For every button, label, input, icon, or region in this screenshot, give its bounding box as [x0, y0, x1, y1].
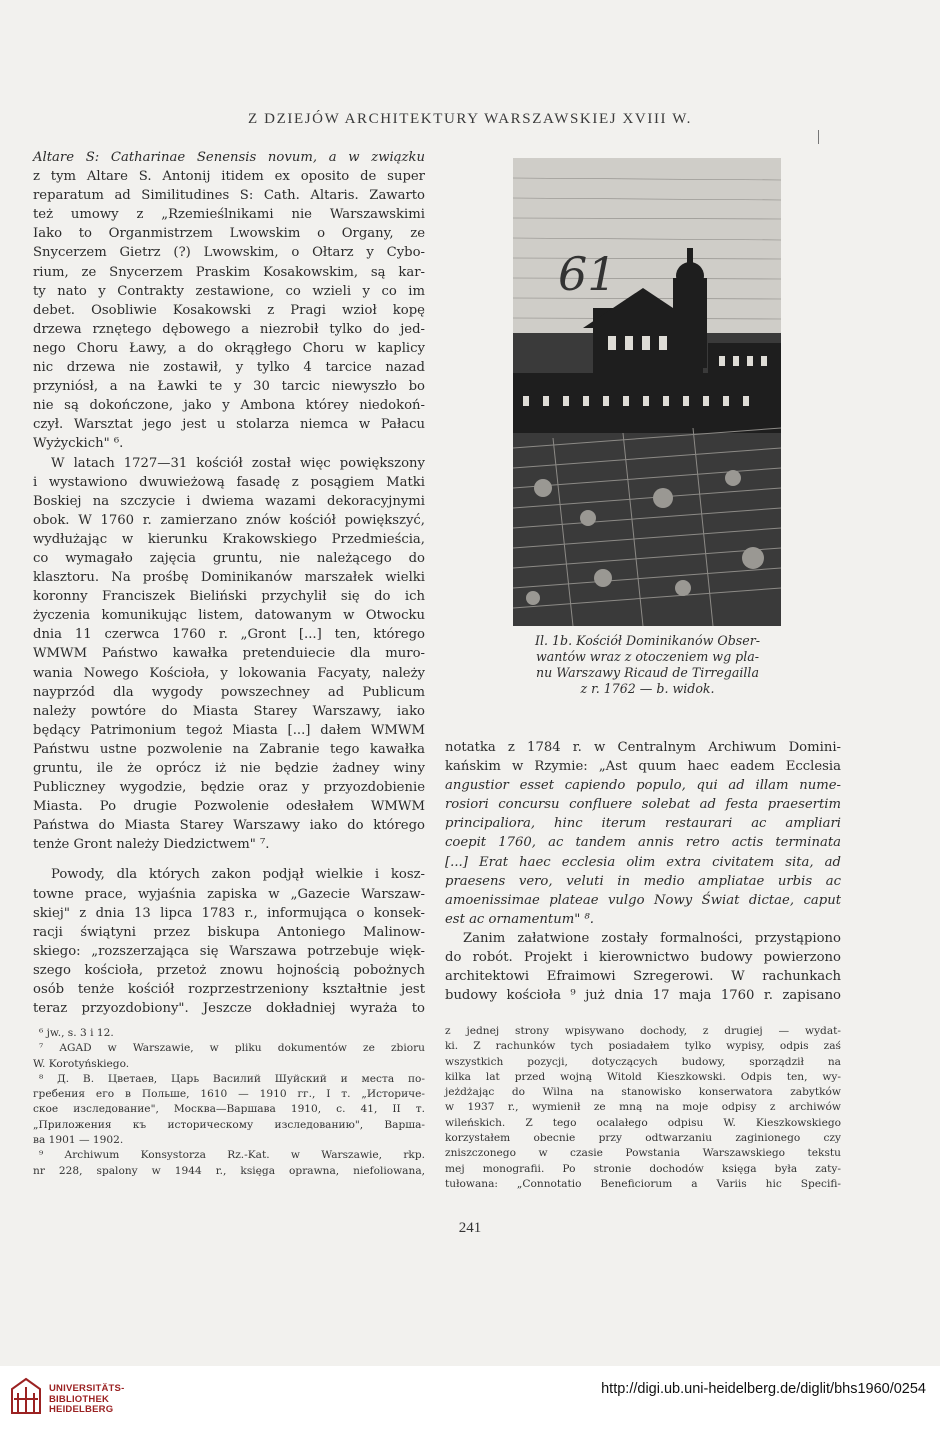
footnote-line: „Приложения къ историческому изследованию", Варша- [33, 1118, 425, 1131]
text-line: ty nato y Contrakty zestawione, co wzieli y co im [33, 283, 425, 299]
text-line: architektowi Efraimowi Szregerowi. W rachunkach [445, 969, 841, 985]
left-text-column [33, 148, 425, 1018]
footnote-line: kilka lat przed wojną Witold Kieszkowski. Odpis ten, wy- [445, 1070, 841, 1083]
text-line: Iako to Organmistrzem Lwowskim o Organy, ze [33, 226, 425, 242]
text-line: Powody, dla których zakon podjął wielkie i kosz- [51, 867, 425, 883]
footnote-line: w 1937 r., wymienił ze mną na moje odpisy z archiwów [445, 1101, 841, 1114]
page-edge-mark [818, 130, 819, 144]
text-line: [...] Erat haec ecclesia olim extra civitatem sita, ad [445, 854, 841, 870]
footnote-line: jeżdżając do Wilna na stanowisko konserwatora zabytków [445, 1086, 841, 1099]
text-line: praesens vero, veluti in medio ampliatae urbis ac [445, 873, 841, 889]
text-line: Zanim załatwione zostały formalności, przystąpiono [463, 930, 841, 946]
text-line: Wyżyckich" ⁶. [33, 436, 124, 452]
library-name [49, 1384, 124, 1416]
text-line: też umowy z „Rzemieślnikami nie Warszawskimi [33, 207, 425, 223]
running-header: Z DZIEJÓW ARCHITEKTURY WARSZAWSKIEJ XVIII W. [248, 111, 692, 127]
text-line: rium, ze Snycerzem Praskim Kosakowskim, są kar- [33, 264, 425, 280]
text-line: dnia 11 czerwca 1760 r. „Gront [...] ten, którego [33, 627, 425, 643]
text-line: skiej" z dnia 13 lipca 1783 r., informująca o konsek- [33, 905, 425, 921]
text-line: W latach 1727—31 kościół został więc powiększony [51, 455, 425, 471]
text-line: coepit 1760, ac tandem annis retro actis terminata [445, 835, 841, 851]
text-line: koronny Franciszek Bieliński przychylił się do ich [33, 589, 425, 605]
paragraph-5 [445, 929, 841, 1005]
page-number: 241 [458, 1220, 482, 1236]
text-line: nic drzewa nie zostawił, y tylko 4 tarcice nazad [33, 360, 425, 376]
footnotes-right [445, 1024, 841, 1192]
text-line: est ac ornamentum" ⁸. [445, 911, 594, 927]
text-line: przyniósł, a na Ławki te y 30 tarcic niewyszło bo [33, 379, 425, 395]
text-line: nego Choru Ławy, a do okrągłego Choru w kaplicy [33, 340, 425, 356]
text-line: amoenissimae plateae vulgo Nowy Świat dictae, caput [445, 892, 841, 908]
text-line: drzewa rznętego dębowego a niezrobił tylko do jed- [33, 321, 425, 337]
text-line: do robót. Projekt i kierownictwo budowy powierzono [445, 950, 841, 966]
text-line: Publiczney wygodzie, będzie oraz y przyozdobienie [33, 780, 425, 796]
paragraph-1 [33, 148, 425, 454]
footnote-line: tułowana: „Connotatio Beneficiorum a Variis hic Specifi- [445, 1177, 841, 1190]
text-line: czył. Warsztat jego jest u stolarza niemca w Pałacu [33, 417, 425, 433]
text-line: debet. Osobliwie Kosakowski z Pragi wzioł kopę [33, 302, 425, 318]
text-line: towne prace, wyjaśnia zapiska w „Gazecie Warszaw- [33, 886, 425, 902]
text-line: teraz przyozdobiony". Jeszcze dokładniej wyraża to [33, 1001, 425, 1017]
text-line: Miasta. Po drugie Pozwolenie odesłałem WMWM [33, 799, 425, 815]
footnote-line: гребения его в Польше, 1610 — 1910 гг., I т. „Историче- [33, 1088, 425, 1101]
footnote-line: wileńskich. Z tego ocalałego odpisu W. Kieszkowskiego [445, 1116, 841, 1129]
footnote-line: ⁹ Archiwum Konsystorza Rz.-Kat. w Warszawie, rkp. [39, 1149, 425, 1162]
text-line: gruntu, ile że oprócz iż nie będzie żadney winy [33, 761, 425, 776]
footnote-line: ⁸ Д. В. Цветаев, Царь Василий Шуйский и места по- [39, 1072, 425, 1085]
footnote-line: ki. Z rachunków tych posiadałem tylko wypisy, odpis zaś [445, 1040, 841, 1053]
text-line: co wymagało zajęcia gruntu, nie należącego do [33, 550, 425, 566]
library-name-line: HEIDELBERG [49, 1404, 114, 1415]
text-line: nayprzód dla wygody powszechney ad Publicum [33, 684, 425, 700]
text-line: i wystawiono dwuwieżową fasadę z posągiem Matki [33, 474, 425, 490]
text-line: racji świątyni przez biskupa Antoniego Malinow- [33, 924, 425, 940]
text-line: rosiori concursu confluere solebat ad festa praesertim [445, 797, 841, 813]
text-line: WMWM Państwo kawałka pretenduiecie dla muro- [33, 646, 425, 662]
source-url-link[interactable]: http://digi.ub.uni-heidelberg.de/diglit/bhs1960/0254 [601, 1381, 926, 1397]
footnote-line: z jednej strony wpisywano dochody, z drugiej — wydat- [445, 1025, 841, 1037]
text-line: z tym Altare S. Antonij itidem ex oposito de super [33, 169, 425, 185]
text-line: Boskiej na szczycie i dwiema wazami dekoracyjnymi [33, 493, 425, 509]
text-line: klasztoru. Na prośbę Dominikanów marszałek wielki [33, 570, 425, 586]
text-line: tenże Gront należy Diedzictwem" ⁷. [33, 837, 270, 853]
text-line: szego kościoła, przetoż znowu hojnością pobożnych [33, 962, 425, 978]
text-line: Państwa do Miasta Starey Warszawy iako do którego [33, 818, 425, 834]
paragraph-4 [445, 738, 841, 929]
text-line: należy powtóre do Miasta Starey Warszawy, iako [33, 703, 425, 719]
caption-line: z r. 1762 — b. widok. [580, 681, 715, 696]
caption-line: wantów wraz z otoczeniem wg pla- [535, 649, 759, 664]
right-text-column [445, 738, 841, 1005]
figure-caption [490, 633, 805, 697]
text-line: wydłużając w kierunku Krakowskiego Przedmieścia, [33, 531, 425, 547]
paragraph-3 [33, 865, 425, 1018]
text-line: principaliora, hinc iterum restaurari ac ampliari [445, 816, 841, 832]
footnote-line: W. Korotyńskiego. [33, 1057, 130, 1070]
text-line: Altare S: Catharinae Senensis novum, a w związku [33, 150, 425, 165]
text-line: obok. W 1760 r. zamierzano znów kościół powiększyć, [33, 512, 425, 528]
text-line: nie są dokończone, jako y Ambona którey niedokoń- [33, 398, 425, 414]
footnote-line: ва 1901 — 1902. [33, 1134, 124, 1147]
text-line: będący Patrimonium tegoż Miasta [...] dałem WMWM [33, 722, 425, 738]
library-logo-icon [10, 1377, 42, 1417]
footnote-line: wszystkich pozycji, dotyczących budowy, sporządził na [445, 1055, 841, 1068]
paragraph-2 [33, 454, 425, 855]
text-line: życzenia komunikując listem, datowanym w Otwocku [33, 608, 425, 624]
footnote-line: ское изследование", Москва—Варшава 1910, с. 41, II т. [33, 1103, 425, 1116]
engraving-image [513, 158, 781, 626]
library-name-line: UNIVERSITÄTS- [49, 1383, 125, 1394]
footer-bar [0, 1366, 940, 1436]
text-line: osób tenże kościół rozprzestrzeniony kształtnie jest [33, 982, 425, 998]
footnote-line: nr 228, spalony w 1944 r., księga oprawna, niefoliowana, [33, 1164, 425, 1177]
caption-line: nu Warszawy Ricaud de Tirregailla [536, 665, 759, 680]
footnotes-left [33, 1026, 425, 1179]
text-line: skiego: „rozszerzająca się Warszawa potrzebuje więk- [33, 943, 425, 959]
engraving-illustration [513, 158, 781, 626]
text-line: Snycerzem Gietrz (?) Lwowskim, o Ołtarz y Cybo- [33, 245, 425, 261]
footnote-line: korzystałem obecnie przy odtwarzaniu zaginionego czy [445, 1132, 841, 1145]
footnote-line: mej monografii. Po stronie dochodów księga była zaty- [445, 1162, 841, 1175]
text-line: kańskim w Rzymie: „Ast quum haec eadem Ecclesia [445, 759, 841, 775]
footnote-line: zniszczonego w czasie Powstania Warszawskiego tekstu [445, 1147, 841, 1160]
library-name-line: BIBLIOTHEK [49, 1393, 110, 1405]
text-line: budowy kościoła ⁹ już dnia 17 maja 1760 r. zapisano [445, 988, 841, 1004]
text-line: wania Nowego Kościoła, y lokowania Facyaty, należy [33, 665, 425, 681]
text-line: Państwu ustne pozwolenie na Zabranie tego kawałka [33, 741, 425, 757]
footnote-line: ⁷ AGAD w Warszawie, w pliku dokumentów ze zbioru [39, 1042, 425, 1055]
handwritten-mark: 61 [558, 247, 617, 301]
text-line: reparatum ad Similitudines S: Cath. Altaris. Zawarto [33, 188, 425, 204]
text-line: angustior esset capiendo populo, qui ad illam nume- [445, 778, 841, 794]
footnote-line: ⁶ jw., s. 3 i 12. [39, 1027, 114, 1039]
text-line: notatka z 1784 r. w Centralnym Archiwum Domini- [445, 740, 841, 755]
caption-line: Il. 1b. Kościół Dominikanów Obser- [535, 633, 760, 648]
